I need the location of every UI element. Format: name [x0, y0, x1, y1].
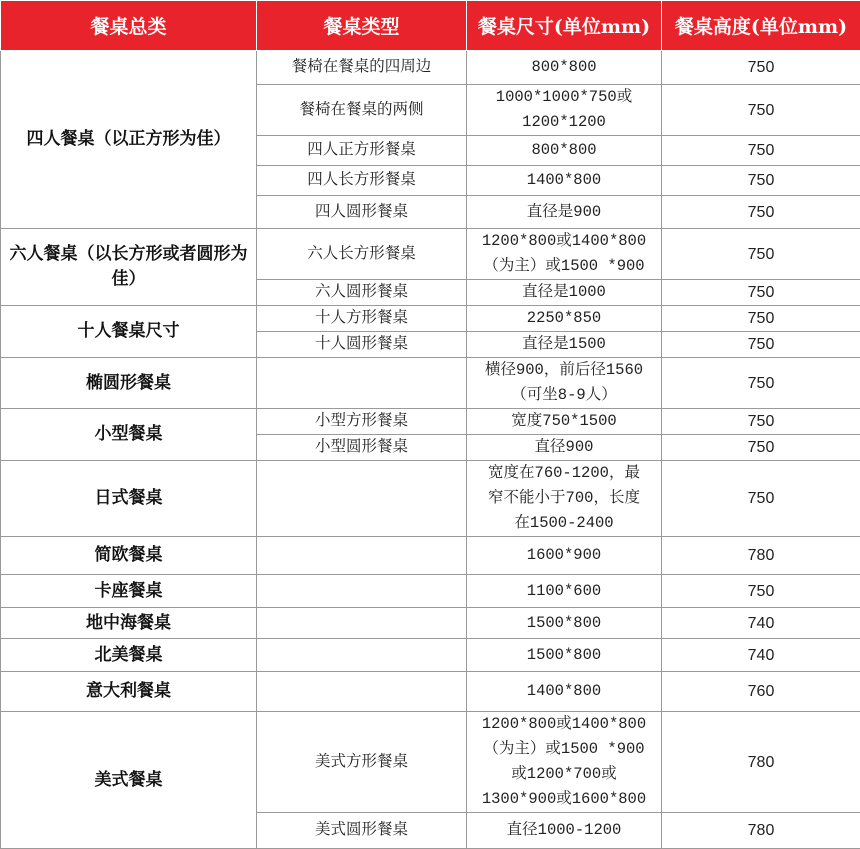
type-cell [257, 461, 467, 537]
height-cell: 780 [662, 712, 860, 813]
size-cell: 1200*800或1400*800 （为主）或1500 *900 [467, 229, 662, 280]
size-cell: 1600*900 [467, 537, 662, 575]
type-cell: 小型圆形餐桌 [257, 435, 467, 461]
size-cell: 1400*800 [467, 166, 662, 196]
height-cell: 750 [662, 332, 860, 358]
type-cell [257, 639, 467, 672]
height-cell: 740 [662, 608, 860, 639]
size-cell: 宽度750*1500 [467, 409, 662, 435]
table-row [1, 575, 860, 608]
table-row [1, 672, 860, 712]
table-row [1, 461, 860, 537]
size-cell: 2250*850 [467, 306, 662, 332]
height-cell: 750 [662, 196, 860, 229]
type-cell: 十人圆形餐桌 [257, 332, 467, 358]
type-cell [257, 537, 467, 575]
category-cell: 卡座餐桌 [1, 575, 257, 608]
size-cell: 1500*800 [467, 639, 662, 672]
size-cell: 800*800 [467, 136, 662, 166]
table-row [1, 639, 860, 672]
height-cell: 750 [662, 306, 860, 332]
type-cell: 餐椅在餐桌的四周边 [257, 51, 467, 85]
height-cell: 780 [662, 813, 860, 849]
table-row [1, 537, 860, 575]
category-cell: 日式餐桌 [1, 461, 257, 537]
type-cell: 小型方形餐桌 [257, 409, 467, 435]
height-cell: 750 [662, 166, 860, 196]
size-cell: 1200*800或1400*800 （为主）或1500 *900 或1200*700或 1300*900或1600*800 [467, 712, 662, 813]
type-cell: 四人长方形餐桌 [257, 166, 467, 196]
category-cell: 北美餐桌 [1, 639, 257, 672]
size-cell: 直径900 [467, 435, 662, 461]
category-cell: 椭圆形餐桌 [1, 358, 257, 409]
table-row [1, 229, 860, 280]
size-cell: 直径是900 [467, 196, 662, 229]
header-category: 餐桌总类 [1, 1, 257, 51]
size-cell: 宽度在760-1200，最 窄不能小于700，长度 在1500-2400 [467, 461, 662, 537]
height-cell: 780 [662, 537, 860, 575]
size-cell: 直径是1000 [467, 280, 662, 306]
table-row [1, 358, 860, 409]
table-row [1, 306, 860, 332]
height-cell: 750 [662, 435, 860, 461]
type-cell [257, 358, 467, 409]
header-size: 餐桌尺寸(单位mm) [467, 1, 662, 51]
size-cell: 1100*600 [467, 575, 662, 608]
type-cell [257, 672, 467, 712]
size-cell: 1000*1000*750或 1200*1200 [467, 85, 662, 136]
category-cell: 美式餐桌 [1, 712, 257, 849]
type-cell [257, 575, 467, 608]
height-cell: 750 [662, 461, 860, 537]
table-row [1, 712, 860, 813]
height-cell: 750 [662, 136, 860, 166]
height-cell: 740 [662, 639, 860, 672]
table-row [1, 608, 860, 639]
category-cell: 四人餐桌（以正方形为佳） [1, 51, 257, 229]
type-cell: 四人圆形餐桌 [257, 196, 467, 229]
category-cell: 地中海餐桌 [1, 608, 257, 639]
type-cell: 餐椅在餐桌的两侧 [257, 85, 467, 136]
header-height: 餐桌高度(单位mm) [662, 1, 860, 51]
size-cell: 1500*800 [467, 608, 662, 639]
size-cell: 直径是1500 [467, 332, 662, 358]
height-cell: 750 [662, 229, 860, 280]
size-cell: 800*800 [467, 51, 662, 85]
type-cell: 美式方形餐桌 [257, 712, 467, 813]
type-cell: 四人正方形餐桌 [257, 136, 467, 166]
table-row [1, 409, 860, 435]
size-cell: 直径1000-1200 [467, 813, 662, 849]
type-cell: 六人长方形餐桌 [257, 229, 467, 280]
height-cell: 750 [662, 51, 860, 85]
category-cell: 十人餐桌尺寸 [1, 306, 257, 358]
category-cell: 六人餐桌（以长方形或者圆形为佳） [1, 229, 257, 306]
size-cell: 1400*800 [467, 672, 662, 712]
height-cell: 750 [662, 280, 860, 306]
height-cell: 750 [662, 575, 860, 608]
type-cell [257, 608, 467, 639]
header-row [1, 1, 860, 51]
category-cell: 小型餐桌 [1, 409, 257, 461]
size-cell: 横径900，前后径1560 （可坐8-9人） [467, 358, 662, 409]
type-cell: 美式圆形餐桌 [257, 813, 467, 849]
category-cell: 简欧餐桌 [1, 537, 257, 575]
table-row [1, 51, 860, 85]
type-cell: 十人方形餐桌 [257, 306, 467, 332]
height-cell: 760 [662, 672, 860, 712]
category-cell: 意大利餐桌 [1, 672, 257, 712]
header-type: 餐桌类型 [257, 1, 467, 51]
type-cell: 六人圆形餐桌 [257, 280, 467, 306]
height-cell: 750 [662, 85, 860, 136]
height-cell: 750 [662, 358, 860, 409]
height-cell: 750 [662, 409, 860, 435]
